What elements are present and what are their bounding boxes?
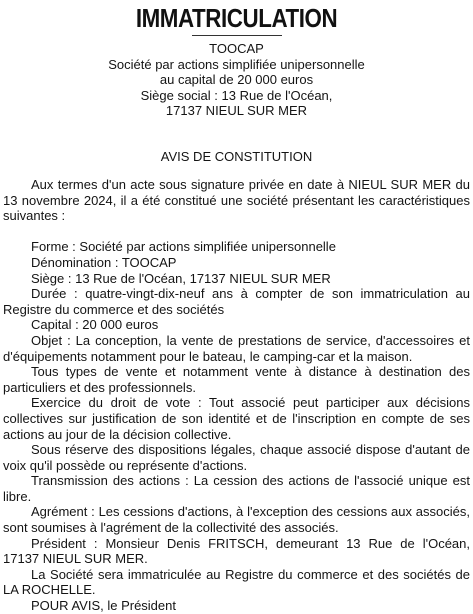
clause-agrement: Agrément : Les cessions d'actions, à l'exception des cessions aux associés, sont soumises à l'agrément de la collectivité des associés.: [3, 504, 470, 536]
notice-heading: AVIS DE CONSTITUTION: [160, 149, 313, 164]
clause-voix: Sous réserve des dispositions légales, chaque associé dispose d'autant de voix qu'il possède ou représente d'actions.: [3, 442, 470, 473]
paragraph-spacer: [3, 224, 470, 240]
clause-transmission: Transmission des actions : La cession des actions de l'associé unique est libre.: [3, 473, 470, 504]
page-title: IMMATRICULATION: [135, 3, 338, 33]
clause-siege: Siège : 13 Rue de l'Océan, 17137 NIEUL SUR MER: [31, 270, 331, 286]
clause-immatriculation: La Société sera immatriculée au Registre du commerce et des sociétés de LA ROCHELLE.: [3, 566, 470, 598]
signature-line: POUR AVIS, le Président: [31, 598, 176, 614]
company-header: [0, 41, 473, 119]
company-address-street: Siège social : 13 Rue de l'Océan,: [140, 87, 333, 103]
company-capital: au capital de 20 000 euros: [159, 72, 314, 88]
clause-president: Président : Monsieur Denis FRITSCH, demeurant 13 Rue de l'Océan, 17137 NIEUL SUR MER.: [3, 535, 470, 567]
company-address-city: 17137 NIEUL SUR MER: [165, 103, 308, 119]
title-divider: [192, 35, 282, 36]
company-name: TOOCAP: [209, 41, 264, 56]
clause-objet: Objet : La conception, la vente de prestations de service, d'accessoires et d'équipements notamment pour le bateau, le camping-car et la maison.: [3, 332, 470, 364]
clause-forme: Forme : Société par actions simplifiée unipersonnelle: [31, 239, 336, 255]
clause-capital: Capital : 20 000 euros: [31, 317, 159, 333]
clause-droit-de-vote: Exercice du droit de vote : Tout associé peut participer aux décisions collectives sur justification de son identité et de l'inscription en compte de ses actions au jour de la décision collective.: [3, 395, 470, 442]
clause-objet-vente: Tous types de vente et notamment vente à distance à destination des particuliers et des professionnels.: [3, 364, 470, 395]
clause-denomination: Dénomination : TOOCAP: [31, 254, 177, 270]
company-form: Société par actions simplifiée unipersonnelle: [108, 56, 365, 72]
intro-paragraph: Aux termes d'un acte sous signature privée en date à NIEUL SUR MER du 13 novembre 2024, il a été constitué une société présentant les caractéristiques suivantes :: [3, 177, 470, 224]
clause-duree: Durée : quatre-vingt-dix-neuf ans à compter de son immatriculation au Registre du commerce et des sociétés: [3, 286, 470, 317]
notice-body: [3, 177, 470, 614]
